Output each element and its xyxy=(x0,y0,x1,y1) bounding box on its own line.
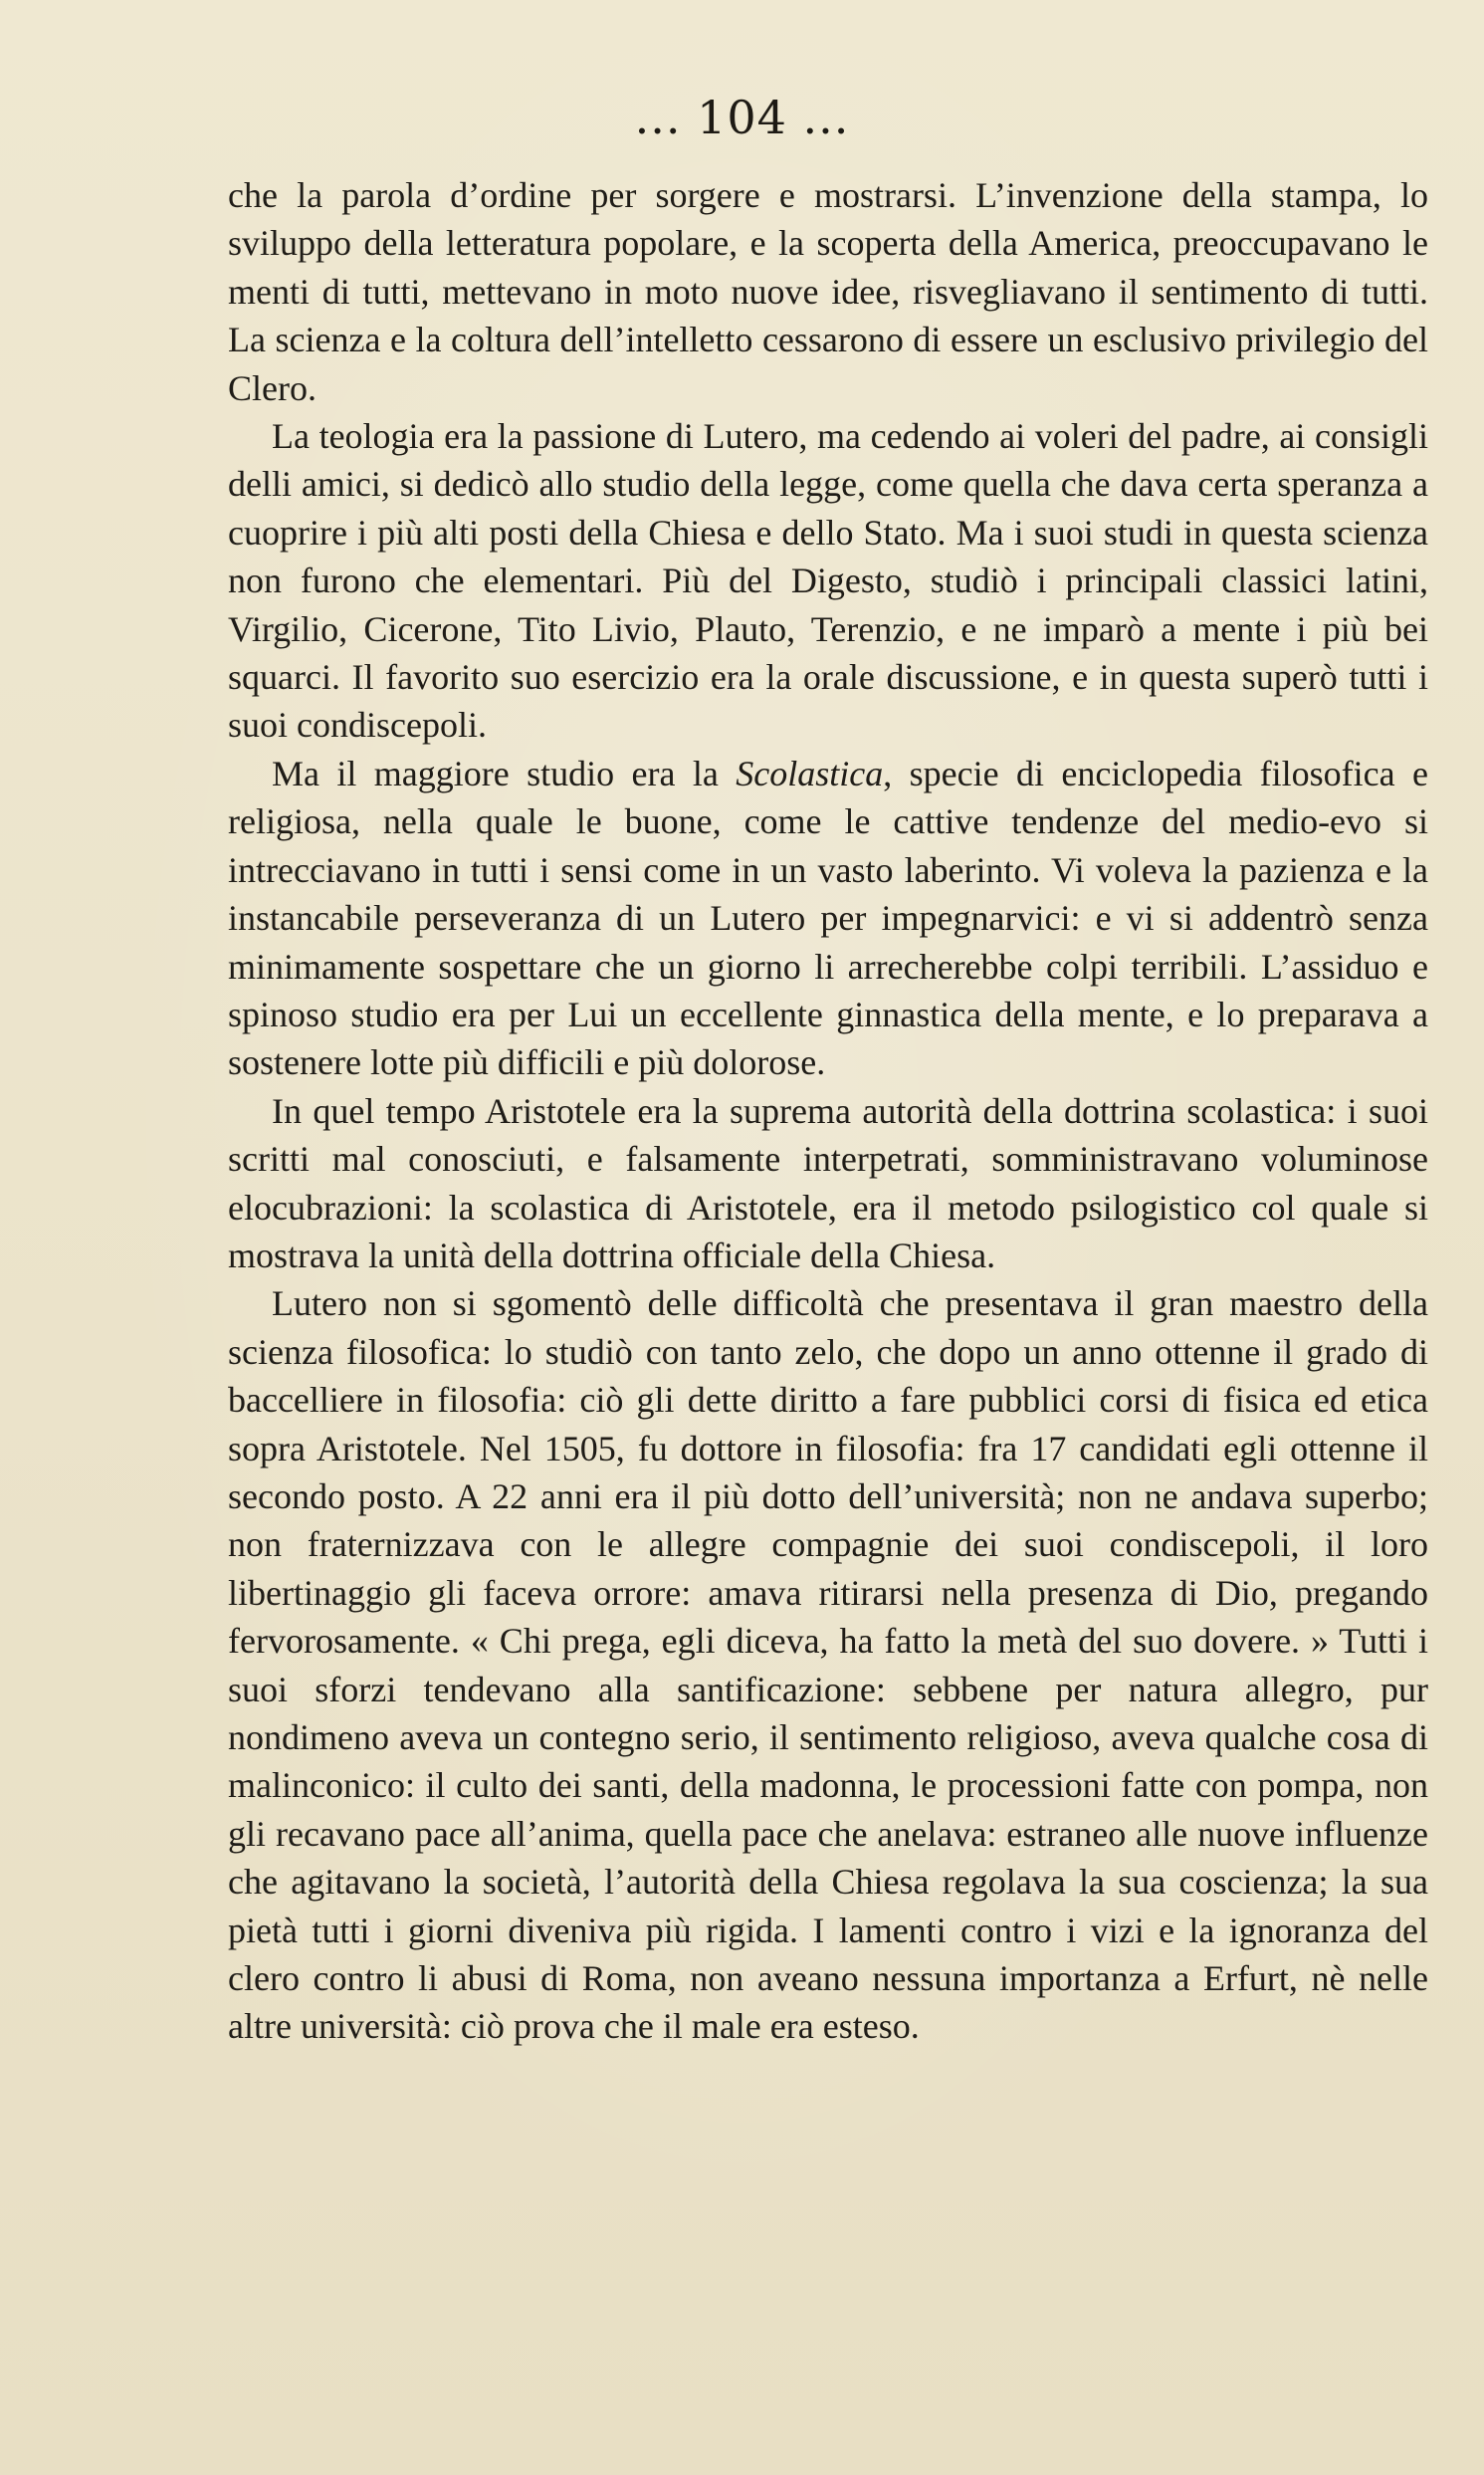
page-number: ... 104 ... xyxy=(634,91,850,144)
body-text xyxy=(228,171,1428,2051)
paragraph: che la parola d’ordine per sorgere e mostrarsi. L’invenzione della stampa, lo sviluppo della letteratura popolare, e la scoperta della America, preoccupavano le menti di tutti, mettevano in moto nuove idee, risvegliavano il sentimento di tutti. La scienza e la coltura dell’intelletto cessarono di essere un esclusivo privilegio del Clero. xyxy=(228,175,1428,408)
paragraph: La teologia era la passione di Lutero, ma cedendo ai voleri del padre, ai consigli delli amici, si dedicò allo studio della legge, come quella che dava certa speranza a cuoprire i più alti posti della Chiesa e dello Stato. Ma i suoi studi in questa scienza non furono che elementari. Più del Digesto, studiò i principali classici latini, Virgilio, Cicerone, Tito Livio, Plauto, Terenzio, e ne imparò a mente i più bei squarci. Il favorito suo esercizio era la orale discussione, e in questa superò tutti i suoi condiscepoli. xyxy=(228,416,1428,746)
paragraph xyxy=(228,750,1428,1087)
emphasized-term: Scolastica xyxy=(736,753,884,793)
paragraph-text: , specie di enciclopedia filosofica e religiosa, nella quale le buone, come le cattive tendenze del medio-evo si intrecciavano in tutti i sensi come in un vasto laberinto. Vi voleva la pazienza e la instancabile perseveranza di un Lutero per impegnarvici: e vi si addentrò senza minimamente sospettare che un giorno li arrecherebbe colpi terribili. L’assiduo e spinoso studio era per Lui un eccellente ginnastica della mente, e lo preparava a sostenere lotte più difficili e più dolorose. xyxy=(228,753,1428,1083)
paragraph-text: Ma il maggiore studio era la xyxy=(272,753,737,793)
paragraph: Lutero non si sgomentò delle difficoltà che presentava il gran maestro della scienza filosofica: lo studiò con tanto zelo, che dopo un anno ottenne il grado di baccelliere in filosofia: ciò gli dette diritto a fare pubblici corsi di fisica ed etica sopra Aristotele. Nel 1505, fu dottore in filosofia: fra 17 candidati egli ottenne il secondo posto. A 22 anni era il più dotto dell’università; non ne andava superbo; non fraternizzava con le allegre compagnie dei suoi condiscepoli, il loro libertinaggio gli faceva orrore: amava ritirarsi nella presenza di Dio, pregando fervorosamente. « Chi prega, egli diceva, ha fatto la metà del suo dovere. » Tutti i suoi sforzi tendevano alla santificazione: sebbene per natura allegro, pur nondimeno aveva un contegno serio, il sentimento religioso, aveva qualche cosa di malinconico: il culto dei santi, della madonna, le processioni fatte con pompa, non gli recavano pace all’anima, quella pace che anelava: estraneo alle nuove influenze che agitavano la società, l’autorità della Chiesa regolava la sua coscienza; la sua pietà tutti i giorni diveniva più rigida. I lamenti contro i vizi e la ignoranza del clero contro li abusi di Roma, non aveano nessuna importanza a Erfurt, nè nelle altre università: ciò prova che il male era esteso. xyxy=(228,1283,1428,2047)
paragraph: In quel tempo Aristotele era la suprema autorità della dottrina scolastica: i suoi scritti mal conosciuti, e falsamente interpetrati, somministravano voluminose elocubrazioni: la scolastica di Aristotele, era il metodo psilogistico col quale si mostrava la unità della dottrina officiale della Chiesa. xyxy=(228,1090,1428,1275)
